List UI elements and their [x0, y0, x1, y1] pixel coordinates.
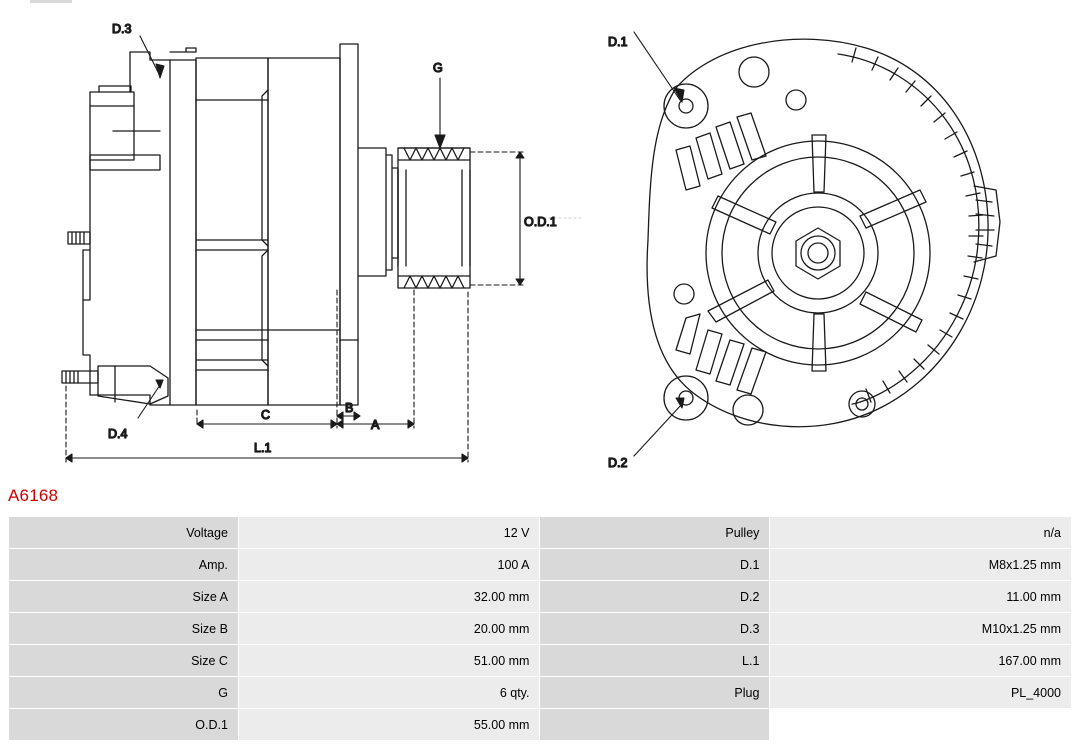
spec-key: D.3	[540, 613, 770, 645]
table-row	[9, 581, 1072, 613]
spec-key: D.1	[540, 549, 770, 581]
label-d4: D.4	[108, 427, 128, 441]
table-row	[9, 709, 1072, 741]
part-number: A6168	[8, 486, 59, 505]
specification-table	[8, 516, 1072, 741]
side-view-group	[62, 44, 470, 405]
spec-key: Pulley	[540, 517, 770, 549]
spec-key: Amp.	[9, 549, 239, 581]
spec-value: 51.00 mm	[238, 645, 540, 677]
spec-key: Size A	[9, 581, 239, 613]
spec-value: 12 V	[238, 517, 540, 549]
spec-value: 55.00 mm	[238, 709, 540, 741]
dimension-lines	[66, 152, 584, 462]
label-d1: D.1	[608, 35, 628, 49]
spec-value: 100 A	[238, 549, 540, 581]
label-l1: L.1	[254, 441, 272, 455]
spec-key: Voltage	[9, 517, 239, 549]
spec-key-empty	[540, 709, 770, 741]
table-row	[9, 549, 1072, 581]
table-row	[9, 677, 1072, 709]
table-row	[9, 645, 1072, 677]
label-b: B	[345, 401, 354, 415]
spec-value: PL_4000	[770, 677, 1072, 709]
spec-key: Size B	[9, 613, 239, 645]
spec-key: L.1	[540, 645, 770, 677]
spec-value: M8x1.25 mm	[770, 549, 1072, 581]
spec-key: Size C	[9, 645, 239, 677]
front-view-group	[647, 39, 1000, 427]
spec-value: 11.00 mm	[770, 581, 1072, 613]
label-od1: O.D.1	[524, 215, 557, 229]
spec-value-empty	[770, 709, 1072, 741]
label-d2: D.2	[608, 456, 628, 470]
label-g: G	[433, 61, 443, 75]
drawing-labels	[108, 22, 628, 470]
front-view-leaders	[634, 32, 684, 456]
table-row	[9, 517, 1072, 549]
leader-lines	[138, 36, 445, 418]
spec-value: 20.00 mm	[238, 613, 540, 645]
spec-key: Plug	[540, 677, 770, 709]
spec-value: 6 qty.	[238, 677, 540, 709]
label-a: A	[371, 418, 380, 432]
spec-key: G	[9, 677, 239, 709]
spec-value: 32.00 mm	[238, 581, 540, 613]
spec-value: n/a	[770, 517, 1072, 549]
spec-key: D.2	[540, 581, 770, 613]
spec-value: M10x1.25 mm	[770, 613, 1072, 645]
spec-value: 167.00 mm	[770, 645, 1072, 677]
label-c: C	[261, 408, 271, 422]
spec-key: O.D.1	[9, 709, 239, 741]
label-d3: D.3	[112, 22, 132, 36]
table-row	[9, 613, 1072, 645]
